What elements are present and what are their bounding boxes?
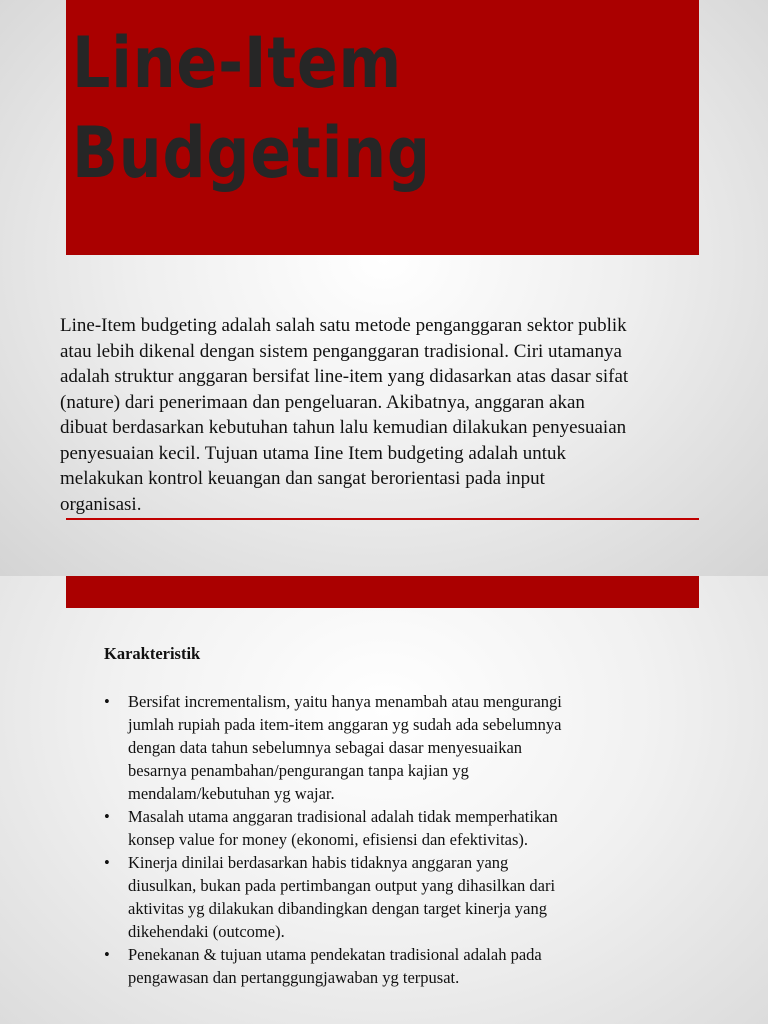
list-item [104, 805, 564, 851]
section-heading: Karakteristik [104, 644, 201, 663]
list-item-text: Kinerja dinilai berdasarkan habis tidaknya anggaran yang diusulkan, bukan pada pertimbangan output yang dihasilkan dari aktivitas yg dilakukan dibandingkan dengan target kinerja yang dikehendaki (outcome). [128, 853, 556, 941]
red-divider-line [66, 518, 699, 520]
slide-2 [0, 576, 768, 1024]
list-item-text: Bersifat incrementalism, yaitu hanya menambah atau mengurangi jumlah rupiah pada item-item anggaran yg sudah ada sebelumnya dengan data tahun sebelumnya sebagai dasar menyesuaikan besarnya penambahan/pengurangan tanpa kajian yg mendalam/kebutuhan yg wajar. [128, 692, 562, 803]
list-item [104, 851, 564, 943]
title-line-2: Budgeting [72, 112, 431, 194]
list-item [104, 690, 564, 805]
bullet-icon: • [104, 945, 110, 964]
list-item-text: Masalah utama anggaran tradisional adalah tidak memperhatikan konsep value for money (ekonomi, efisiensi dan efektivitas). [128, 807, 558, 849]
slide-title [72, 18, 431, 198]
list-item-text: Penekanan & tujuan utama pendekatan tradisional adalah pada pengawasan dan pertanggungjawaban yg terpusat. [128, 945, 542, 987]
bullet-icon: • [104, 692, 110, 711]
bullet-icon: • [104, 853, 110, 872]
bullet-icon: • [104, 807, 110, 826]
bullet-list [104, 690, 564, 989]
list-item [104, 943, 564, 989]
slide-body-text: Line-Item budgeting adalah salah satu metode penganggaran sektor publik atau lebih dikenal dengan sistem penganggaran tradisional. Ciri utamanya adalah struktur anggaran bersifat line-item yang didasarkan atas dasar sifat (nature) dari penerimaan dan pengeluaran. Akibatnya, anggaran akan dibuat berdasarkan kebutuhan tahun lalu kemudian dilakukan penyesuaian penyesuaian kecil. Tujuan utama Iine Item budgeting adalah untuk melakukan kontrol keuangan dan sangat berorientasi pada input organisasi. [60, 315, 629, 515]
title-line-1: Line-Item [72, 22, 403, 104]
title-banner [66, 576, 699, 608]
